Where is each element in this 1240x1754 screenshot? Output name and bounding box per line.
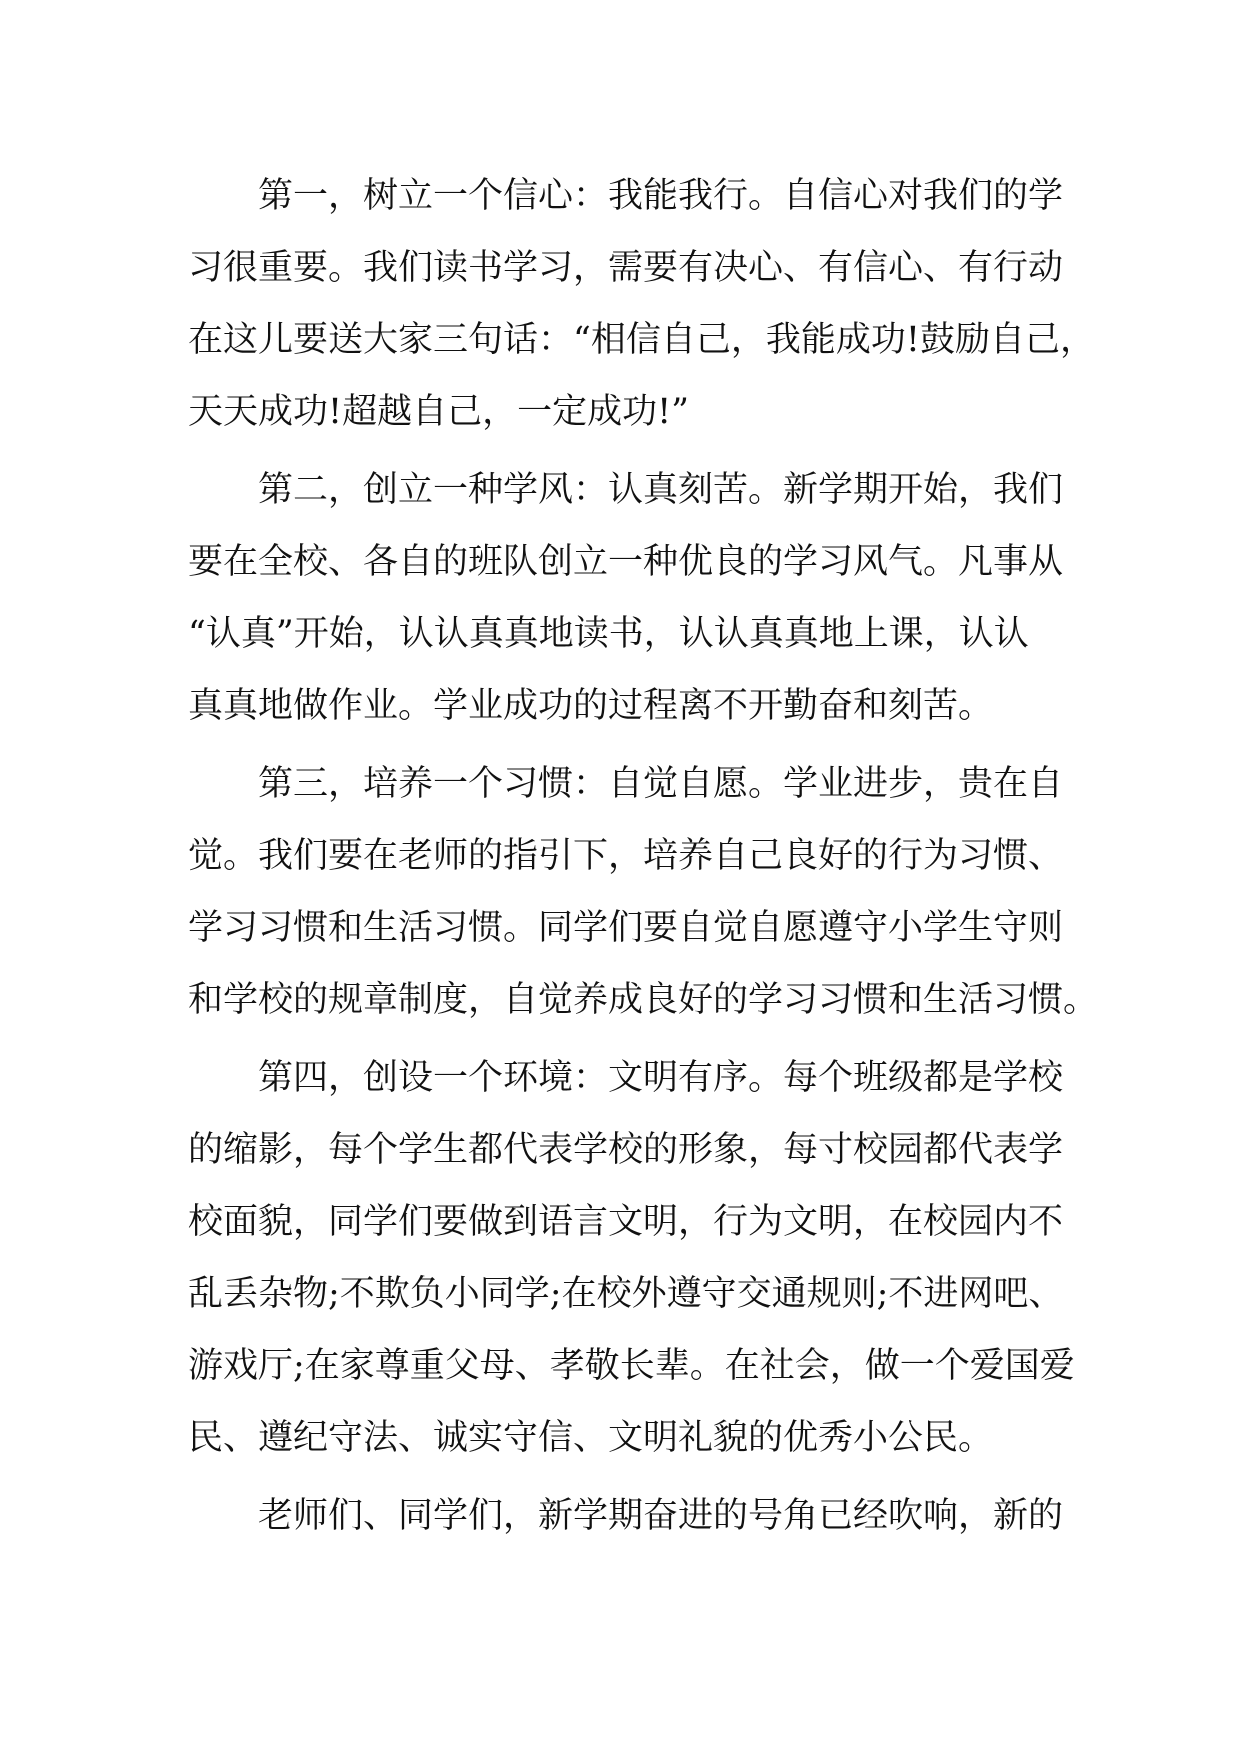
text-line: 天天成功!超越自己，一定成功!” — [188, 392, 690, 432]
text-line: 第一，树立一个信心：我能我行。自信心对我们的学 — [258, 176, 1064, 216]
text-line: 第四，创设一个环境：文明有序。每个班级都是学校 — [258, 1058, 1064, 1098]
text-line: 习很重要。我们读书学习，需要有决心、有信心、有行动 — [188, 248, 1064, 288]
text-line: 游戏厅;在家尊重父母、孝敬长辈。在社会，做一个爱国爱 — [188, 1346, 1075, 1386]
text-line: 在这儿要送大家三句话：“相信自己，我能成功!鼓励自己， — [188, 320, 1095, 360]
text-line: 学习习惯和生活习惯。同学们要自觉自愿遵守小学生守则 — [188, 908, 1064, 948]
text-line: 民、遵纪守法、诚实守信、文明礼貌的优秀小公民。 — [188, 1418, 994, 1458]
text-line: 校面貌，同学们要做到语言文明，行为文明，在校园内不 — [188, 1202, 1064, 1242]
text-line: 觉。我们要在老师的指引下，培养自己良好的行为习惯、 — [188, 836, 1064, 876]
text-line: 的缩影，每个学生都代表学校的形象，每寸校园都代表学 — [188, 1130, 1064, 1170]
text-line: 第二，创立一种学风：认真刻苦。新学期开始，我们 — [258, 470, 1064, 510]
text-line: 要在全校、各自的班队创立一种优良的学习风气。凡事从 — [188, 542, 1064, 582]
text-line: 第三，培养一个习惯：自觉自愿。学业进步，贵在自 — [258, 764, 1064, 804]
text-line: 乱丢杂物;不欺负小同学;在校外遵守交通规则;不进网吧、 — [188, 1274, 1064, 1314]
text-line: 真真地做作业。学业成功的过程离不开勤奋和刻苦。 — [188, 686, 994, 726]
text-line: “认真”开始，认认真真地读书，认认真真地上课，认认 — [188, 614, 1029, 654]
text-line: 老师们、同学们，新学期奋进的号角已经吹响，新的 — [258, 1496, 1064, 1536]
text-line: 和学校的规章制度，自觉养成良好的学习习惯和生活习惯。 — [188, 980, 1099, 1020]
